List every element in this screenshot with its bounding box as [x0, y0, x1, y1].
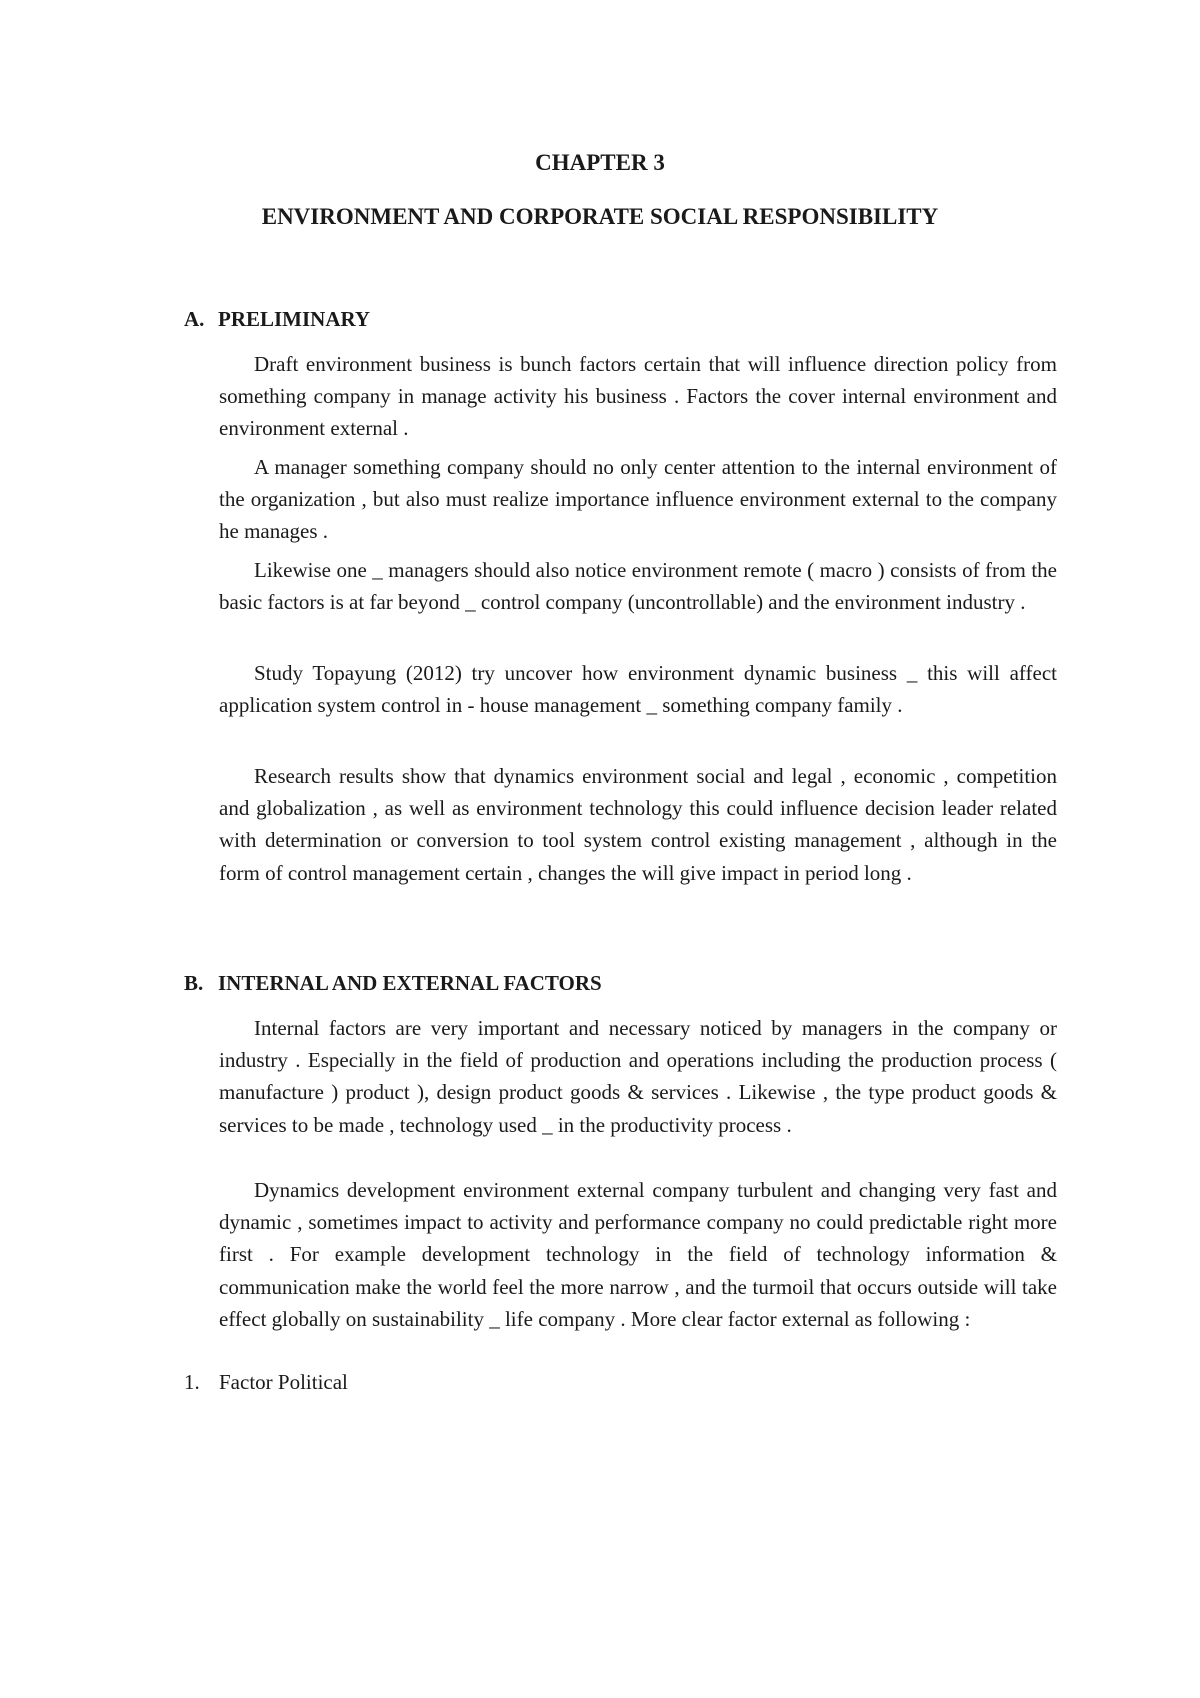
chapter-title: CHAPTER 3	[535, 150, 665, 175]
section-title: PRELIMINARY	[218, 307, 371, 331]
section-heading-preliminary	[184, 304, 370, 334]
list-item	[184, 1367, 348, 1397]
section-letter: A.	[184, 307, 205, 331]
list-item-number: 1.	[184, 1370, 200, 1394]
paragraph: Research results show that dynamics environment social and legal , economic , competition and globalization , as well as environment technology this could influence decision leader related with determination or conversion to tool system control existing management , although in the form of control management certain , changes the will give impact in period long .	[219, 764, 1057, 885]
paragraph: Study Topayung (2012) try uncover how environment dynamic business _ this will affect application system control in - house management _ something company family .	[219, 661, 1057, 718]
paragraph: Dynamics development environment external company turbulent and changing very fast and dynamic , sometimes impact to activity and performance company no could predictable right more first . For example development technology in the field of technology information & communication make the world feel the more narrow , and the turmoil that occurs outside will take effect globally on sustainability _ life company . More clear factor external as following :	[219, 1178, 1057, 1331]
chapter-subtitle: ENVIRONMENT AND CORPORATE SOCIAL RESPONSIBILITY	[261, 204, 939, 229]
section-heading-internal-external-factors	[184, 968, 602, 998]
section-title: INTERNAL AND EXTERNAL FACTORS	[218, 971, 602, 995]
paragraph: A manager something company should no only center attention to the internal environment of the organization , but also must realize importance influence environment external to the company he manages .	[219, 455, 1057, 544]
paragraph: Likewise one _ managers should also notice environment remote ( macro ) consists of from the basic factors is at far beyond _ control company (uncontrollable) and the environment industry .	[219, 558, 1057, 615]
paragraph: Internal factors are very important and necessary noticed by managers in the company or industry . Especially in the field of production and operations including the production process ( manufacture ) product ), design product goods & services . Likewise , the type product goods & services to be made , technology used _ in the productivity process .	[219, 1016, 1057, 1137]
section-letter: B.	[184, 971, 204, 995]
paragraph: Draft environment business is bunch factors certain that will influence direction policy from something company in manage activity his business . Factors the cover internal environment and environment external .	[219, 352, 1057, 441]
list-item-text: Factor Political	[219, 1370, 348, 1394]
